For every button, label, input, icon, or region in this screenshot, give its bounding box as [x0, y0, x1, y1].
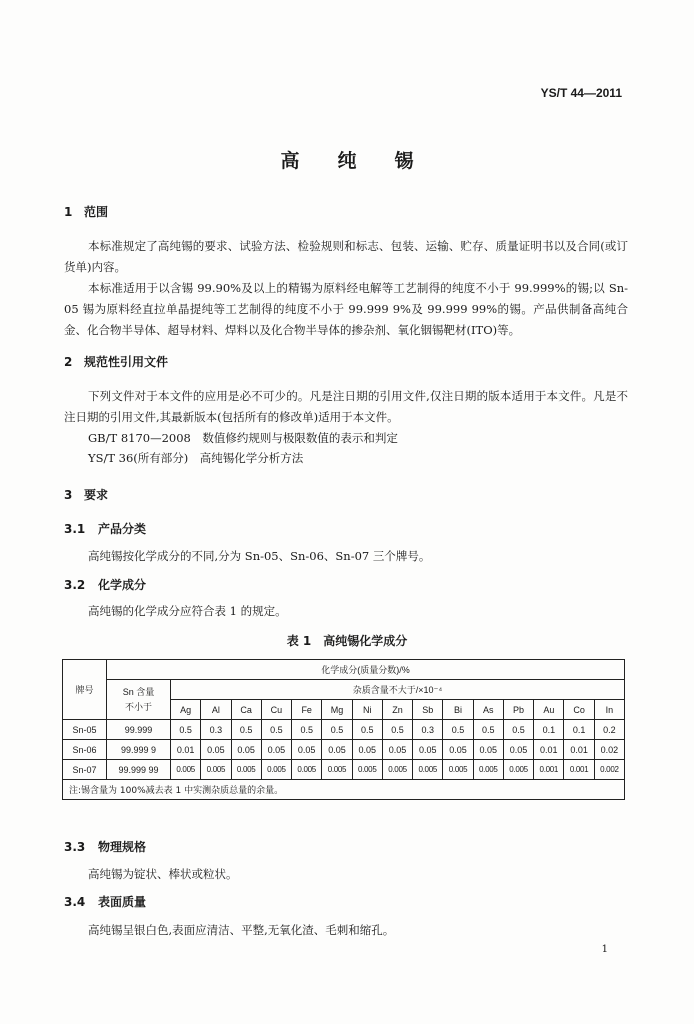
impurity-value-cell: 0.05: [443, 740, 473, 760]
reference-2: YS/T 36(所有部分) 高纯锡化学分析方法: [88, 451, 304, 465]
impurity-value-cell: 0.05: [352, 740, 382, 760]
section-number: 2: [64, 355, 73, 369]
impurity-value-cell: 0.5: [503, 720, 533, 740]
impurity-value-cell: 0.5: [231, 720, 261, 740]
impurity-value-cell: 0.005: [292, 760, 322, 780]
impurity-value-cell: 0.005: [322, 760, 352, 780]
impurity-value-cell: 0.005: [231, 760, 261, 780]
table-header-row: [63, 680, 625, 700]
section-title: 要求: [84, 488, 109, 502]
sn-content-cell: 99.999 99: [107, 760, 171, 780]
paragraph: 本标准规定了高纯锡的要求、试验方法、检验规则和标志、包装、运输、贮存、质量证明书以及合同(或订货单)内容。: [64, 239, 628, 274]
paragraph: 下列文件对于本文件的应用是必不可少的。凡是注日期的引用文件,仅注日期的版本适用于本文件。凡是不注日期的引用文件,其最新版本(包括所有的修改单)适用于本文件。: [64, 389, 628, 424]
section-title: 化学成分: [98, 578, 147, 592]
section-2-heading: [64, 353, 168, 370]
chem-composition-header: 化学成分(质量分数)/%: [107, 660, 625, 680]
chemical-composition-table: [62, 659, 625, 800]
impurity-value-cell: 0.5: [261, 720, 291, 740]
impurity-value-cell: 0.05: [413, 740, 443, 760]
section-2-body: [64, 386, 628, 428]
impurity-value-cell: 0.005: [261, 760, 291, 780]
element-header-cell: In: [594, 700, 624, 720]
table-caption: 表 1 高纯锡化学成分: [286, 634, 408, 648]
element-header-cell: Fe: [292, 700, 322, 720]
impurity-value-cell: 0.005: [503, 760, 533, 780]
impurity-value-cell: 0.3: [413, 720, 443, 740]
sn-content-cell: 99.999: [107, 720, 171, 740]
sn-content-header: [107, 680, 171, 720]
section-title: 范围: [84, 205, 109, 219]
impurity-value-cell: 0.1: [564, 720, 594, 740]
impurity-value-cell: 0.1: [534, 720, 564, 740]
document-title: 高纯锡: [280, 150, 452, 172]
element-header-cell: Co: [564, 700, 594, 720]
section-3-3-text: 高纯锡为锭状、棒状或粒状。: [88, 867, 238, 881]
impurity-value-cell: 0.005: [382, 760, 412, 780]
standard-number: YS/T 44—2011: [540, 86, 622, 100]
section-3-heading: [64, 486, 108, 503]
impurity-value-cell: 0.05: [382, 740, 412, 760]
element-header-cell: Pb: [503, 700, 533, 720]
grade-cell: Sn-06: [63, 740, 107, 760]
impurity-value-cell: 0.5: [171, 720, 201, 740]
section-title: 物理规格: [98, 840, 147, 854]
section-title: 表面质量: [98, 895, 147, 909]
sn-content-cell: 99.999 9: [107, 740, 171, 760]
impurity-value-cell: 0.005: [443, 760, 473, 780]
impurity-value-cell: 0.001: [534, 760, 564, 780]
section-3-3-heading: [64, 838, 146, 855]
table-note: 注:锡含量为 100%减去表 1 中实测杂质总量的余量。: [63, 780, 625, 800]
section-title: 规范性引用文件: [84, 355, 169, 369]
impurity-value-cell: 0.05: [261, 740, 291, 760]
impurity-value-cell: 0.005: [171, 760, 201, 780]
paragraph: 本标准适用于以含锡 99.90%及以上的精锡为原料经电解等工艺制得的纯度不小于 99.999%的锡;以 Sn-05 锡为原料经直拉单晶提纯等工艺制得的纯度不小于 99.999 9%及 99.999 99%的锡。产品供制备高纯合金、化合物半导体、超导材料、焊料以及化合物半导体的掺杂剂、氧化铟锡靶材(ITO)等。: [64, 281, 628, 337]
element-header-cell: Zn: [382, 700, 412, 720]
impurity-value-cell: 0.05: [473, 740, 503, 760]
section-3-4-text: 高纯锡呈银白色,表面应清洁、平整,无氧化渣、毛刺和缩孔。: [88, 923, 395, 937]
grade-cell: Sn-07: [63, 760, 107, 780]
impurity-value-cell: 0.5: [443, 720, 473, 740]
impurity-value-cell: 0.3: [201, 720, 231, 740]
section-1-heading: [64, 203, 108, 220]
impurity-value-cell: 0.5: [473, 720, 503, 740]
impurity-value-cell: 0.02: [594, 740, 624, 760]
sn-header-line: Sn 含量: [122, 686, 155, 697]
impurity-value-cell: 0.005: [201, 760, 231, 780]
element-header-cell: Cu: [261, 700, 291, 720]
impurity-value-cell: 0.2: [594, 720, 624, 740]
impurity-value-cell: 0.01: [534, 740, 564, 760]
section-3-2-text: 高纯锡的化学成分应符合表 1 的规定。: [88, 604, 287, 618]
sn-header-line: 不小于: [124, 701, 152, 712]
section-3-4-heading: [64, 893, 146, 910]
page-number: 1: [601, 944, 608, 955]
section-number: 1: [64, 205, 73, 219]
element-header-cell: Ag: [171, 700, 201, 720]
element-header-cell: Ni: [352, 700, 382, 720]
table-header-row: [63, 660, 625, 680]
section-1-body: [64, 236, 628, 341]
impurity-value-cell: 0.01: [171, 740, 201, 760]
impurity-value-cell: 0.05: [292, 740, 322, 760]
impurity-value-cell: 0.05: [201, 740, 231, 760]
section-number: 3.3: [64, 840, 86, 854]
impurity-value-cell: 0.5: [292, 720, 322, 740]
table-row: [63, 740, 625, 760]
section-number: 3: [64, 488, 73, 502]
impurity-value-cell: 0.05: [322, 740, 352, 760]
impurity-value-cell: 0.5: [352, 720, 382, 740]
table-row: [63, 760, 625, 780]
grade-cell: Sn-05: [63, 720, 107, 740]
element-header-cell: Mg: [322, 700, 352, 720]
section-3-1-heading: [64, 520, 146, 537]
impurity-value-cell: 0.002: [594, 760, 624, 780]
impurity-value-cell: 0.5: [382, 720, 412, 740]
section-3-1-text: 高纯锡按化学成分的不同,分为 Sn-05、Sn-06、Sn-07 三个牌号。: [88, 549, 431, 563]
element-header-cell: Bi: [443, 700, 473, 720]
impurity-value-cell: 0.001: [564, 760, 594, 780]
section-number: 3.2: [64, 578, 86, 592]
impurity-value-cell: 0.005: [352, 760, 382, 780]
table-row: [63, 720, 625, 740]
element-header-cell: Ca: [231, 700, 261, 720]
impurity-value-cell: 0.05: [231, 740, 261, 760]
section-title: 产品分类: [98, 522, 147, 536]
section-3-2-heading: [64, 576, 146, 593]
section-number: 3.4: [64, 895, 86, 909]
impurity-value-cell: 0.05: [503, 740, 533, 760]
grade-header: 牌号: [63, 660, 107, 720]
element-header-cell: Al: [201, 700, 231, 720]
section-number: 3.1: [64, 522, 86, 536]
impurity-value-cell: 0.5: [322, 720, 352, 740]
impurity-value-cell: 0.005: [473, 760, 503, 780]
impurity-value-cell: 0.01: [564, 740, 594, 760]
reference-1: GB/T 8170—2008 数值修约规则与极限数值的表示和判定: [88, 431, 398, 445]
element-header-cell: Au: [534, 700, 564, 720]
impurity-value-cell: 0.005: [413, 760, 443, 780]
impurity-header: 杂质含量不大于/×10⁻⁴: [171, 680, 625, 700]
element-header-cell: Sb: [413, 700, 443, 720]
table-note-row: [63, 780, 625, 800]
element-header-cell: As: [473, 700, 503, 720]
